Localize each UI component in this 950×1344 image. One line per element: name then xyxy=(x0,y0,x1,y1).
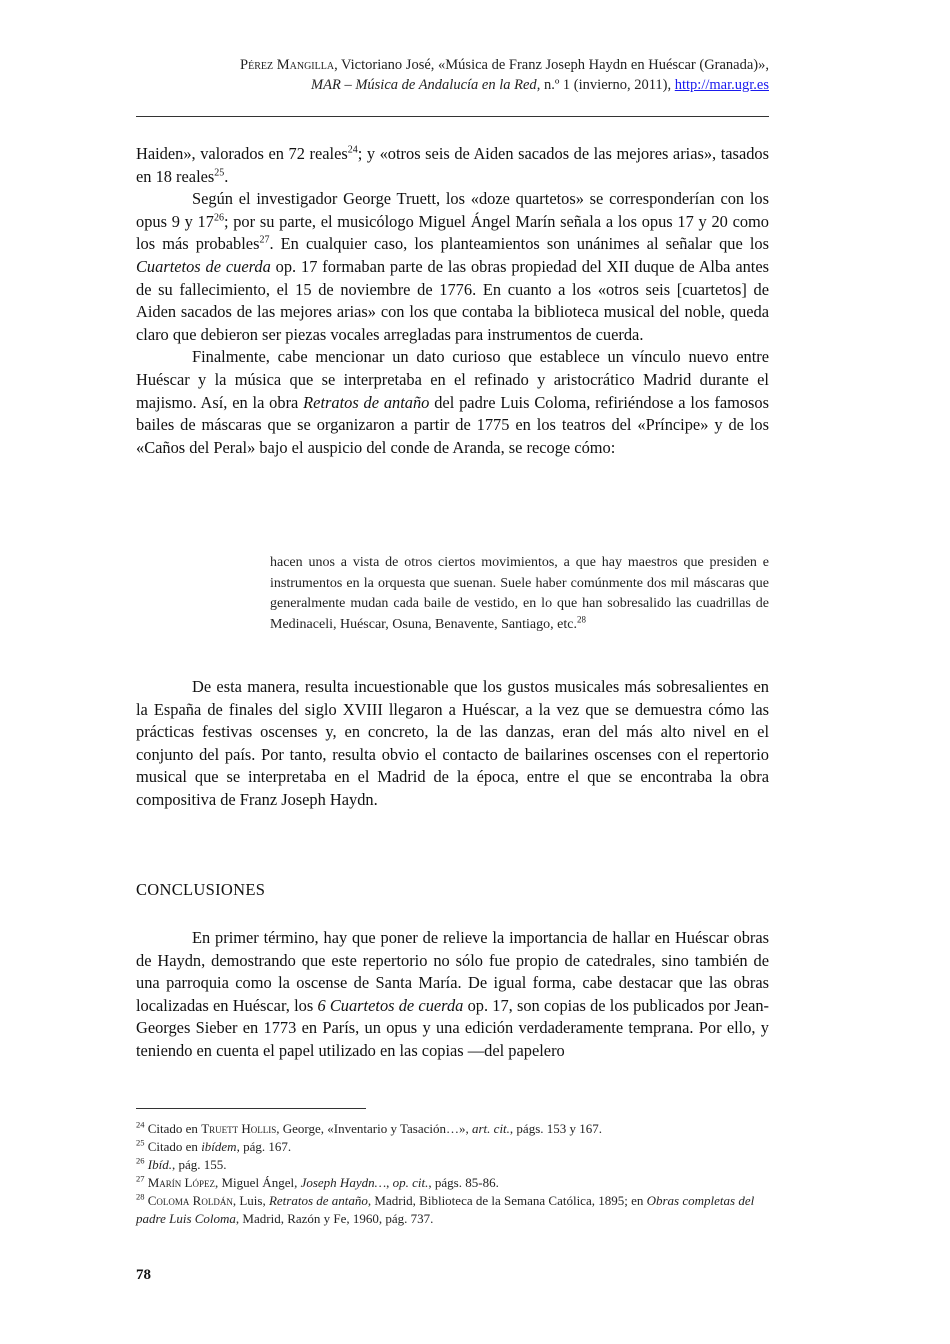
page-number: 78 xyxy=(136,1267,151,1283)
footnote-ref-26[interactable]: 26 xyxy=(213,212,224,224)
p5-text-b: op. 17, son copias de los publicados por Jean-Georges Sieber en 1773 en París, un opus y una edición verdaderamente temprana. Por ello, y teniendo en cuenta el papel utilizado en las copias —del papelero xyxy=(136,995,769,1060)
p3-italic-title: Retratos de antaño xyxy=(303,392,430,412)
footnote-ref-24[interactable]: 24 xyxy=(347,144,358,156)
fn-text: , págs. 153 y 167. xyxy=(509,1121,603,1136)
footnote-divider xyxy=(136,1108,366,1109)
p1-text-c: . xyxy=(224,166,229,186)
header-journal: MAR – Música de Andalucía en la Red xyxy=(311,77,537,93)
paragraph-1 xyxy=(136,143,769,188)
header-citation-line-1 xyxy=(136,55,769,75)
fn-text: , Madrid, Biblioteca de la Semana Católica, 1895; en xyxy=(367,1193,647,1208)
paragraph-3 xyxy=(136,346,769,459)
footnote-27 xyxy=(136,1174,769,1192)
p2-text-d: op. 17 formaban parte de las obras propiedad del XII duque de Alba antes de su fallecimiento, el 15 de noviembre de 1776. En cuanto a los «otros seis [cuartetos] de Aiden sacados de las mejores arias» con los que contaba la biblioteca musical del noble, queda claro que debieron ser piezas vocales arregladas para instrumentos de cuerda. xyxy=(136,256,770,344)
fn-text: , págs. 85-86. xyxy=(428,1175,499,1190)
header-issue: , n.º 1 (invierno, 2011), xyxy=(536,77,675,93)
header-author: Pérez Mangilla xyxy=(240,57,335,73)
fn-italic: op. cit. xyxy=(392,1175,429,1190)
footnote-ref-28[interactable]: 28 xyxy=(576,614,586,625)
fn-text: , Madrid, Razón y Fe, 1960, pág. 737. xyxy=(235,1211,434,1226)
fn-author: Truett Hollis xyxy=(201,1121,277,1136)
fn-text: Citado en xyxy=(144,1139,202,1154)
fn-text: , pág. 155. xyxy=(171,1157,227,1172)
p1-text-b: ; y «otros seis de Aiden sacados de las mejores arias», tasados en 18 reales xyxy=(136,144,769,186)
paragraph-4: De esta manera, resulta incuestionable que los gustos musicales más sobresalientes en la España de finales del siglo XVIII llegaron a Huéscar, a la vez que se demuestra cómo las prácticas festivas oscenses y, en concreto, la de las danzas, eran del más alto nivel en el conjunto del país. Por tanto, resulta obvio el contacto de bailarines oscenses con el repertorio musical que se interpretaba en el Madrid de la época, entre el que se encontraba la obra compositiva de Franz Joseph Haydn. xyxy=(136,677,769,809)
p2-text-c: . En cualquier caso, los planteamientos son unánimes al señalar que los xyxy=(269,234,769,254)
fn-text: , George, «Inventario y Tasación…», xyxy=(276,1121,472,1136)
p1-text-a: Haiden», valorados en 72 reales xyxy=(136,144,348,163)
running-header xyxy=(136,55,769,95)
section-title: CONCLUSIONES xyxy=(136,880,266,899)
footnote-28 xyxy=(136,1192,769,1228)
p3-text-a: Finalmente, cabe mencionar un dato curioso que establece un vínculo nuevo entre Huéscar y la música que se interpretaba en el refinado y aristocrático Madrid durante el majismo. Así, en la obra xyxy=(136,347,769,412)
p2-italic-title: Cuartetos de cuerda xyxy=(136,256,271,276)
header-citation-line-2 xyxy=(136,75,769,95)
footnote-number: 25 xyxy=(136,1137,145,1148)
footnote-number: 26 xyxy=(136,1155,145,1166)
p2-text-a: Según el investigador George Truett, los «doze quartetos» se corresponderían con los opus 9 y 17 xyxy=(136,189,769,231)
block-quote xyxy=(270,553,769,635)
p2-text-b: ; por su parte, el musicólogo Miguel Ángel Marín señala a los opus 17 y 20 como los más probables xyxy=(136,211,769,254)
footnote-26 xyxy=(136,1156,769,1174)
p5-italic-title: 6 Cuartetos de cuerda xyxy=(317,995,464,1015)
footnote-25 xyxy=(136,1138,769,1156)
header-title: , Victoriano José, «Música de Franz Joseph Haydn en Huéscar (Granada)», xyxy=(334,57,769,73)
body-block-conclusions xyxy=(136,927,769,1063)
header-url-link[interactable]: http://mar.ugr.es xyxy=(674,77,769,93)
footnote-number: 27 xyxy=(136,1173,145,1184)
footnote-24 xyxy=(136,1120,769,1138)
footnote-number: 28 xyxy=(136,1191,145,1202)
paragraph-5 xyxy=(136,927,769,1063)
p5-text-a: En primer término, hay que poner de relieve la importancia de hallar en Huéscar obras de Haydn, demostrando que este repertorio no sólo fue propio de catedrales, sino también de una parroquia como la oscense de Santa María. De igual forma, cabe destacar que las obras localizadas en Huéscar, los xyxy=(136,928,769,1015)
p3-text-b: del padre Luis Coloma, refiriéndose a los famosos bailes de máscaras que se organizaron a partir de 1775 en los teatros del «Príncipe» y de los «Caños del Peral» bajo el auspicio del conde de Aranda, se recoge cómo: xyxy=(136,392,769,457)
quote-text: hacen unos a vista de otros ciertos movimientos, a que hay maestros que presiden e instrumentos en la orquesta que suenan. Suele haber comúnmente dos mil máscaras que generalmente mudan cada baile de vestido, en lo que han sobresalido las cuadrillas de Medinaceli, Huéscar, Osuna, Benavente, Santiago, etc. xyxy=(270,555,769,632)
body-block-top xyxy=(136,143,769,459)
fn-author: Coloma Roldán xyxy=(147,1193,233,1208)
header-divider xyxy=(136,116,769,117)
footnote-ref-25[interactable]: 25 xyxy=(214,167,225,179)
fn-text: , Miguel Ángel, xyxy=(215,1175,301,1190)
footnote-ref-27[interactable]: 27 xyxy=(259,234,270,246)
fn-italic: Ibíd. xyxy=(147,1157,172,1172)
fn-italic: Obras completas del padre Luis Coloma xyxy=(136,1193,755,1226)
fn-text: , Luis, xyxy=(232,1193,269,1208)
footnote-number: 24 xyxy=(136,1119,145,1130)
fn-text: , pág. 167. xyxy=(236,1139,292,1154)
fn-text: Citado en xyxy=(144,1121,202,1136)
fn-italic: ibídem xyxy=(201,1139,237,1154)
fn-italic: art. cit. xyxy=(472,1121,510,1136)
paragraph-2 xyxy=(136,188,769,346)
fn-text: , xyxy=(386,1175,393,1190)
footnotes xyxy=(136,1120,769,1228)
fn-author: Marín López xyxy=(147,1175,215,1190)
fn-italic: Retratos de antaño xyxy=(268,1193,368,1208)
fn-italic: Joseph Haydn… xyxy=(300,1175,387,1190)
